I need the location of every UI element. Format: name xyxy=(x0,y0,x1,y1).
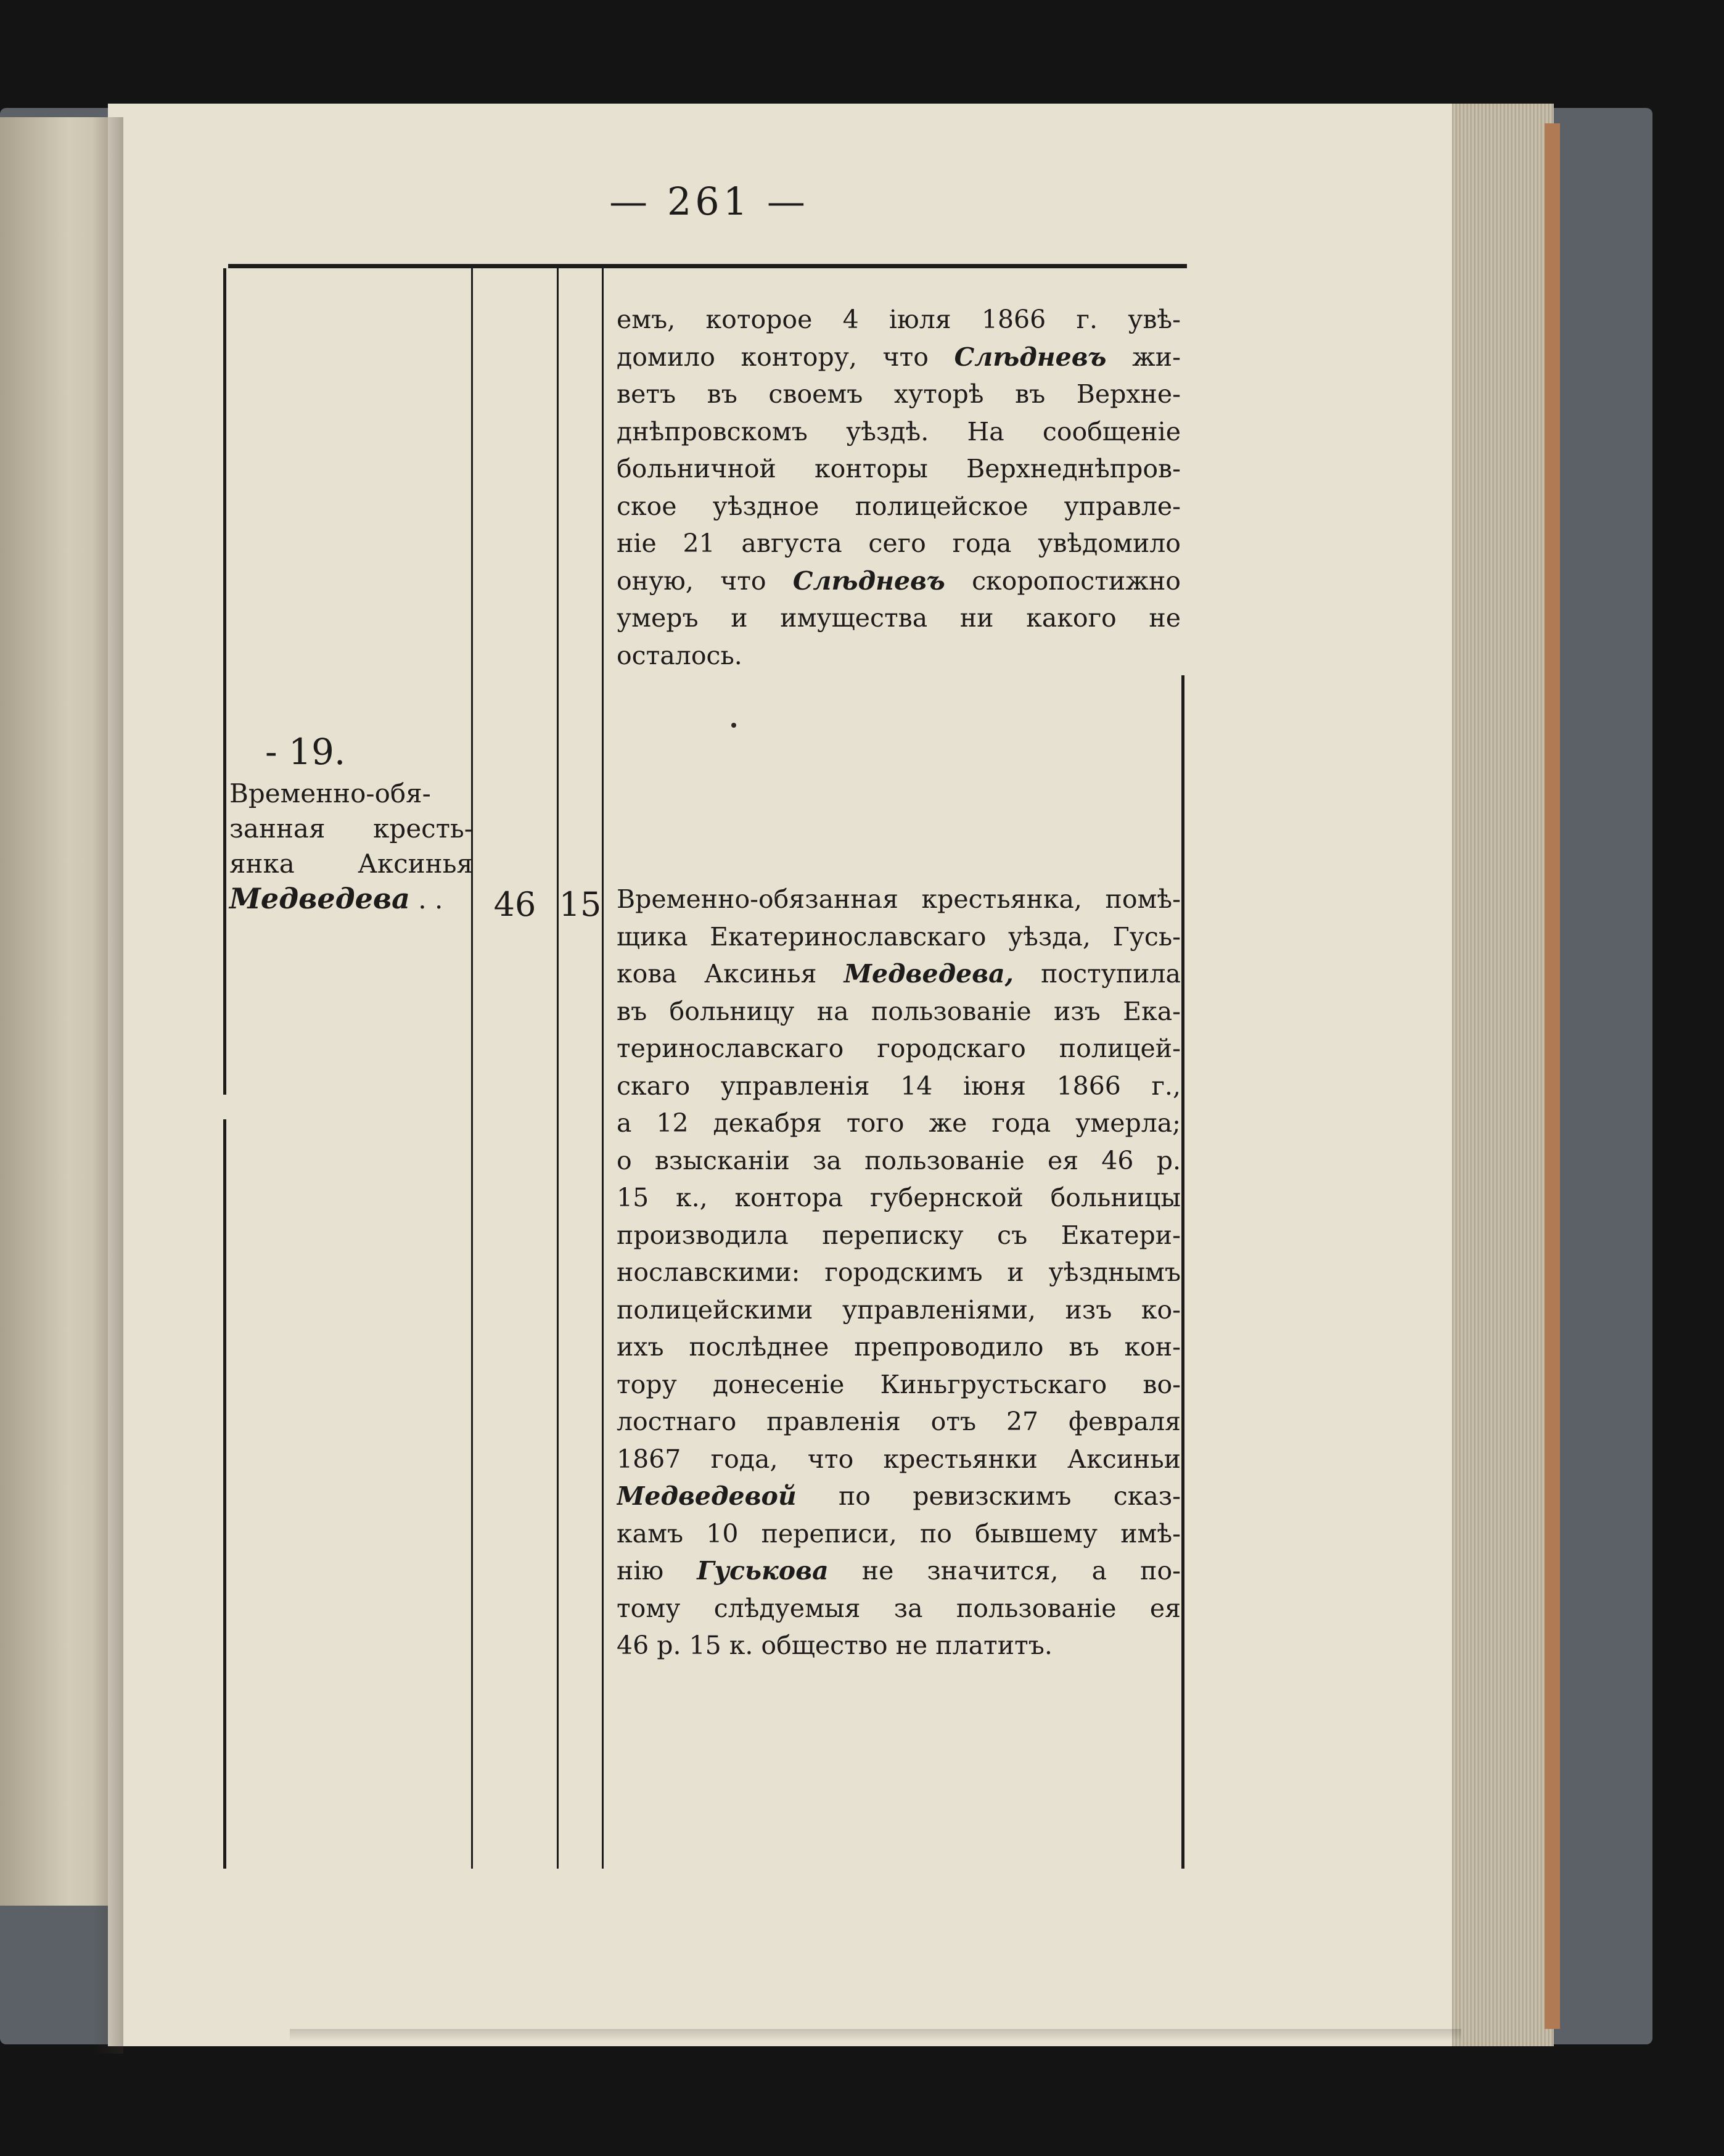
entry-number xyxy=(265,731,425,773)
description-text xyxy=(617,881,1181,1664)
text-run: днѣпровскомъ уѣздѣ. На сообщеніе xyxy=(617,416,1181,446)
text-line xyxy=(617,1291,1181,1329)
text-line xyxy=(617,1179,1181,1217)
text-run: скоропостижно xyxy=(945,566,1181,596)
text-line xyxy=(617,1254,1181,1291)
text-line xyxy=(617,1328,1181,1366)
text-run: Временно-обязанная крестьянка, помѣ- xyxy=(617,884,1181,914)
text-line xyxy=(617,562,1181,600)
text-run: полицейскими управленіями, изъ ко- xyxy=(617,1294,1181,1325)
text-run: поступила xyxy=(1013,959,1181,989)
amount-kopecks: 15 xyxy=(559,885,602,924)
table-left-border-lower xyxy=(223,1119,226,1869)
text-line xyxy=(617,1403,1181,1441)
leader-dots: . . xyxy=(409,884,443,915)
page-edge-color xyxy=(1545,123,1560,2029)
italic-surname: Медведевой xyxy=(617,1481,797,1511)
text-line xyxy=(617,993,1181,1031)
entry-name xyxy=(229,776,473,917)
text-run: 46 р. 15 к. общество не платитъ. xyxy=(617,1631,1053,1660)
text-run: жи- xyxy=(1106,342,1181,372)
text-run: а 12 декабря того же года умерла; xyxy=(617,1108,1181,1138)
name-line-italic xyxy=(229,881,473,917)
continuation-text xyxy=(617,301,1181,674)
text-line xyxy=(617,301,1181,339)
text-line xyxy=(617,488,1181,525)
text-line xyxy=(617,1590,1181,1627)
text-line xyxy=(617,525,1181,562)
text-run: скаго управленія 14 іюня 1866 г., xyxy=(617,1071,1181,1101)
text-line xyxy=(617,339,1181,376)
table-top-rule xyxy=(228,264,1187,268)
text-line xyxy=(617,413,1181,451)
text-run: нію xyxy=(617,1556,697,1586)
text-run: по ревизскимъ сказ- xyxy=(796,1481,1181,1511)
text-run: о взысканіи за пользованіе ея 46 р. xyxy=(617,1145,1181,1175)
text-run: осталось. xyxy=(617,640,742,670)
text-line xyxy=(617,1105,1181,1142)
gutter-shadow xyxy=(92,117,123,2054)
text-line xyxy=(617,1142,1181,1180)
text-line xyxy=(617,376,1181,413)
text-run: ветъ въ своемъ хуторѣ въ Верхне- xyxy=(617,379,1181,409)
text-run: въ больницу на пользованіе изъ Ека- xyxy=(617,996,1181,1026)
text-run: тому слѣдуемыя за пользованіе ея xyxy=(617,1593,1181,1623)
text-run: производила переписку съ Екатери- xyxy=(617,1220,1181,1250)
text-run: щика Екатеринославскаго уѣзда, Гусь- xyxy=(617,921,1181,952)
text-run: домило контору, что xyxy=(617,342,954,372)
column-rule-rubles xyxy=(557,268,559,1869)
stray-mark xyxy=(731,723,736,728)
text-line xyxy=(617,1552,1181,1590)
text-line xyxy=(617,599,1181,637)
table-left-border xyxy=(223,268,226,1095)
table-right-border xyxy=(1181,675,1184,1869)
text-line xyxy=(617,450,1181,488)
page-number: — 261 — xyxy=(609,179,809,224)
page-stack xyxy=(1449,104,1554,2046)
text-line xyxy=(617,1030,1181,1068)
text-run: лостнаго правленія отъ 27 февраля xyxy=(617,1407,1181,1436)
text-run: кова Аксинья xyxy=(617,959,844,989)
italic-surname: Медведева, xyxy=(844,959,1014,989)
name-line: занная кресть- xyxy=(229,813,473,844)
text-line xyxy=(617,955,1181,993)
entry-dash: - xyxy=(265,731,289,773)
text-line xyxy=(617,1441,1181,1478)
text-run: больничной конторы Верхнеднѣпров- xyxy=(617,454,1181,483)
text-line xyxy=(617,881,1181,918)
italic-surname: Слѣдневъ xyxy=(792,566,945,596)
text-line xyxy=(617,1515,1181,1553)
text-run: 15 к., контора губернской больницы xyxy=(617,1183,1181,1212)
text-run: не значится, а по- xyxy=(828,1556,1181,1586)
amount-rubles: 46 xyxy=(493,885,536,924)
text-line xyxy=(617,1068,1181,1105)
text-run: теринославскаго городскаго полицей- xyxy=(617,1034,1181,1063)
text-run: оную, что xyxy=(617,566,793,596)
name-line: Временно-обя- xyxy=(229,778,431,808)
text-run: тору донесеніе Киньгрустьскаго во- xyxy=(617,1369,1181,1399)
column-rule-kopecks xyxy=(602,268,604,1869)
surname: Медведева xyxy=(229,882,410,915)
text-line xyxy=(617,918,1181,956)
text-line xyxy=(617,1217,1181,1254)
text-line xyxy=(617,1478,1181,1515)
text-run: ское уѣздное полицейское управле- xyxy=(617,491,1181,521)
column-rule-name xyxy=(471,268,473,1869)
text-run: емъ, которое 4 іюля 1866 г. увѣ- xyxy=(617,305,1181,334)
name-line: янка Аксинья xyxy=(229,849,473,879)
text-line xyxy=(617,637,1181,675)
text-run: ніе 21 августа сего года увѣдомило xyxy=(617,529,1181,558)
italic-surname: Слѣдневъ xyxy=(954,342,1107,372)
page-bottom-shadow xyxy=(290,2029,1461,2041)
text-run: ихъ послѣднее препроводило въ кон- xyxy=(617,1332,1181,1362)
text-line xyxy=(617,1366,1181,1404)
text-run: камъ 10 переписи, по бывшему имѣ- xyxy=(617,1518,1181,1549)
text-run: умеръ и имущества ни какого не xyxy=(617,603,1181,633)
text-run: 1867 года, что крестьянки Аксиньи xyxy=(617,1444,1181,1474)
text-run: нославскими: городскимъ и уѣзднымъ xyxy=(617,1257,1181,1287)
text-line xyxy=(617,1627,1181,1664)
italic-surname: Гуськова xyxy=(697,1556,829,1586)
entry-number-value: 19. xyxy=(289,731,346,773)
